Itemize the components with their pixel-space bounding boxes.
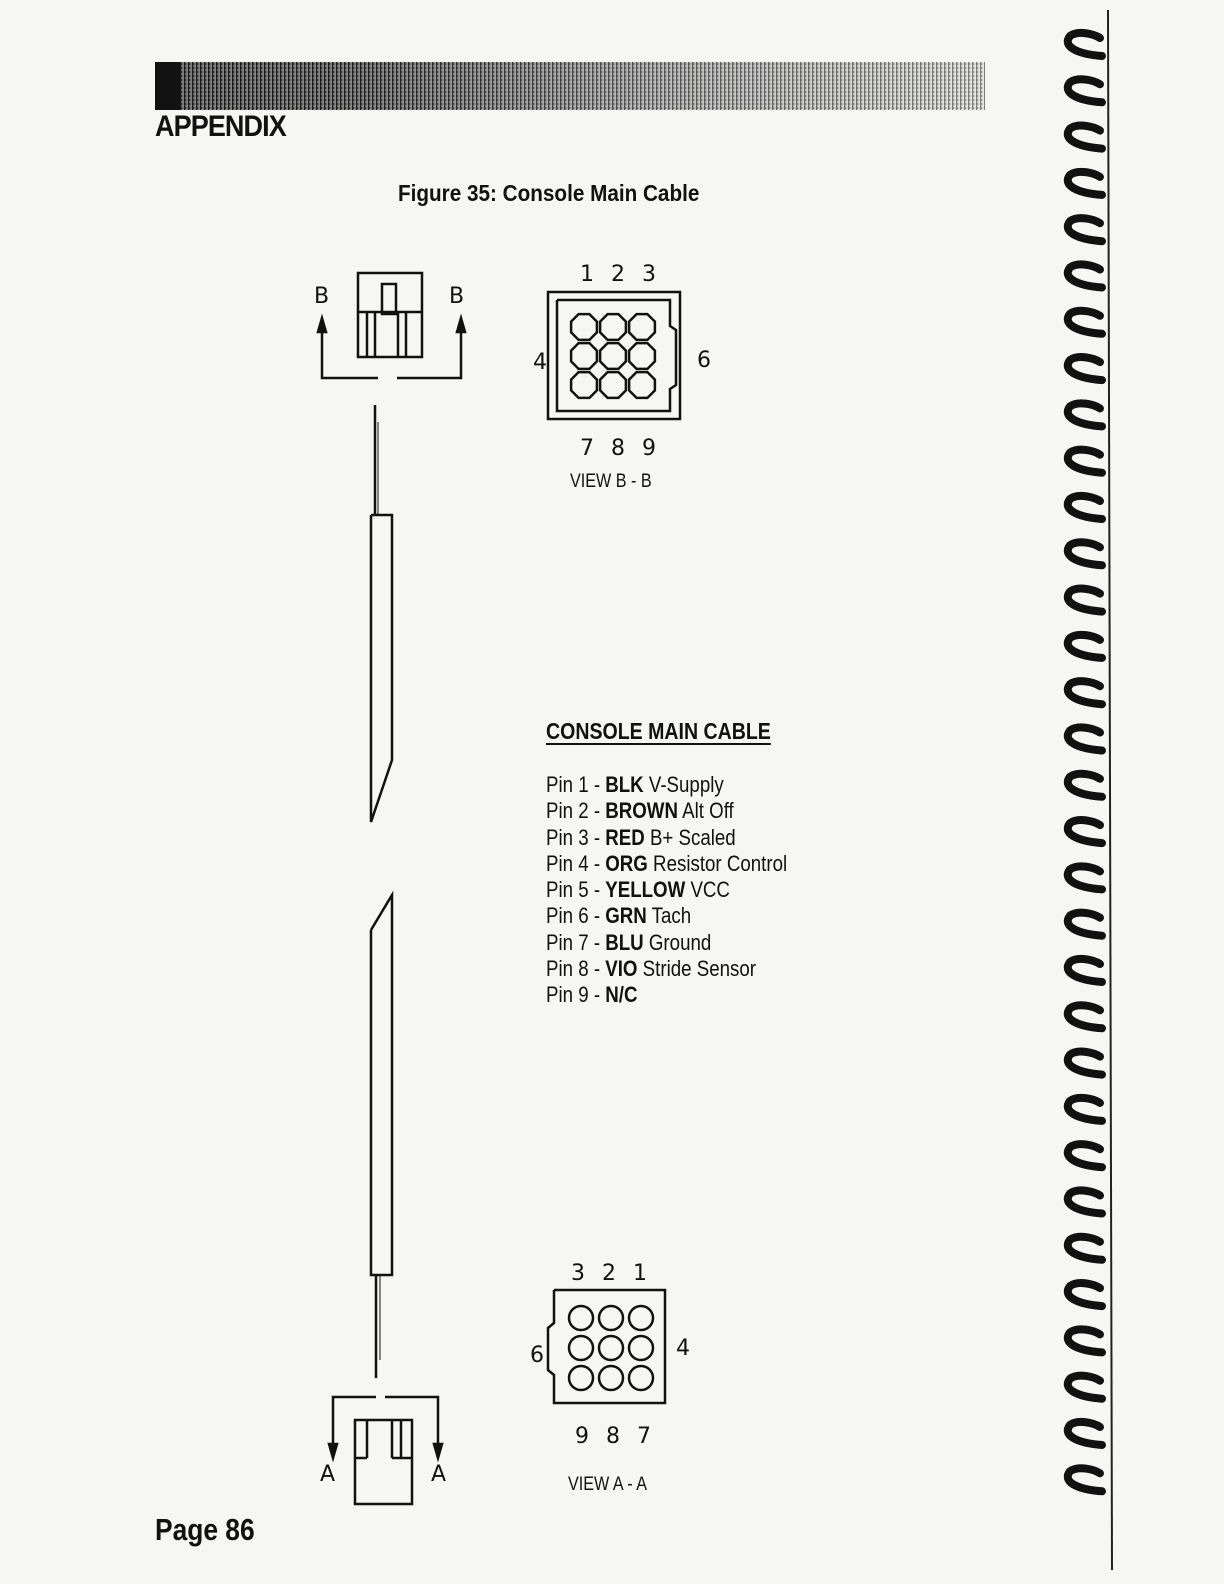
connector-b-side-view bbox=[318, 273, 465, 378]
connector-b-hole bbox=[629, 314, 655, 340]
pin-row bbox=[546, 798, 787, 824]
pin-number: Pin 5 - bbox=[546, 877, 606, 903]
pin-table bbox=[546, 772, 787, 1009]
pin-color-code: BROWN bbox=[605, 798, 678, 824]
connector-b-end-view bbox=[548, 292, 680, 419]
pin-color-code: ORG bbox=[605, 850, 648, 876]
connector-a-hole bbox=[569, 1366, 593, 1390]
pin-row bbox=[546, 825, 787, 851]
connector-a-top-pins: 3 2 1 bbox=[571, 1261, 652, 1286]
connector-b-hole bbox=[600, 314, 626, 340]
connector-a-label-right: A bbox=[431, 1462, 447, 1487]
pin-number: Pin 6 - bbox=[546, 903, 606, 929]
connector-a-side-view bbox=[329, 1397, 442, 1504]
pin-description: VCC bbox=[690, 877, 730, 903]
connector-b-hole bbox=[571, 372, 597, 398]
connector-b-hole bbox=[629, 343, 655, 369]
pin-color-code: N/C bbox=[605, 982, 638, 1008]
connector-a-left-pin: 6 bbox=[530, 1343, 544, 1368]
pin-table-title: CONSOLE MAIN CABLE bbox=[546, 718, 771, 744]
cable-upper bbox=[371, 405, 392, 822]
connector-b-hole bbox=[600, 343, 626, 369]
pin-color-code: VIO bbox=[605, 956, 638, 982]
connector-b-hole bbox=[571, 314, 597, 340]
pin-row bbox=[546, 903, 787, 929]
connector-a-hole bbox=[599, 1336, 623, 1360]
connector-b-hole bbox=[571, 343, 597, 369]
connector-b-top-pins: 1 2 3 bbox=[580, 262, 661, 287]
pin-number: Pin 9 - bbox=[546, 982, 606, 1008]
pin-color-code: GRN bbox=[605, 903, 647, 929]
connector-a-bottom-pins: 9 8 7 bbox=[575, 1424, 656, 1449]
connector-a-hole bbox=[629, 1336, 653, 1360]
pin-row bbox=[546, 877, 787, 903]
figure-title: Figure 35: Console Main Cable bbox=[398, 180, 700, 206]
connector-a-hole bbox=[629, 1366, 653, 1390]
pin-description: Stride Sensor bbox=[642, 956, 756, 982]
pin-description: Tach bbox=[651, 903, 692, 929]
pin-color-code: RED bbox=[605, 824, 645, 850]
pin-number: Pin 1 - bbox=[546, 772, 606, 797]
cable-lower bbox=[371, 895, 392, 1378]
connector-a-hole bbox=[569, 1336, 593, 1360]
pin-row bbox=[546, 956, 787, 982]
pin-color-code: YELLOW bbox=[605, 877, 686, 903]
pin-color-code: BLK bbox=[605, 772, 644, 797]
pin-row bbox=[546, 772, 787, 798]
page-number: Page 86 bbox=[155, 1512, 255, 1547]
pin-row bbox=[546, 930, 787, 956]
connector-b-hole bbox=[600, 372, 626, 398]
connector-b-right-pin: 6 bbox=[697, 348, 711, 373]
pin-row bbox=[546, 851, 787, 877]
pin-number: Pin 4 - bbox=[546, 850, 606, 876]
pin-description: V-Supply bbox=[648, 772, 724, 797]
pin-description: Alt Off bbox=[682, 798, 734, 824]
connector-b-hole bbox=[629, 372, 655, 398]
connector-b-label-left: B bbox=[314, 284, 330, 309]
pin-description: Resistor Control bbox=[653, 850, 788, 876]
connector-a-hole bbox=[599, 1306, 623, 1330]
connector-b-left-pin: 4 bbox=[533, 350, 547, 375]
connector-a-right-pin: 4 bbox=[676, 1336, 690, 1361]
section-title: APPENDIX bbox=[155, 110, 286, 143]
pin-description: B+ Scaled bbox=[649, 824, 736, 850]
pin-number: Pin 3 - bbox=[546, 824, 606, 850]
pin-row bbox=[546, 982, 787, 1008]
pin-number: Pin 2 - bbox=[546, 798, 606, 824]
connector-b-label-right: B bbox=[449, 284, 465, 309]
pin-description: Ground bbox=[648, 929, 712, 955]
connector-a-label-left: A bbox=[320, 1462, 336, 1487]
connector-a-hole bbox=[599, 1366, 623, 1390]
pin-color-code: BLU bbox=[605, 929, 644, 955]
connector-a-hole bbox=[569, 1306, 593, 1330]
connector-b-view-label: VIEW B - B bbox=[570, 471, 652, 492]
pin-number: Pin 7 - bbox=[546, 929, 606, 955]
connector-a-hole bbox=[629, 1306, 653, 1330]
connector-a-view-label: VIEW A - A bbox=[568, 1474, 647, 1495]
connector-b-bottom-pins: 7 8 9 bbox=[580, 436, 661, 461]
connector-a-end-view bbox=[548, 1290, 665, 1403]
pin-number: Pin 8 - bbox=[546, 956, 606, 982]
